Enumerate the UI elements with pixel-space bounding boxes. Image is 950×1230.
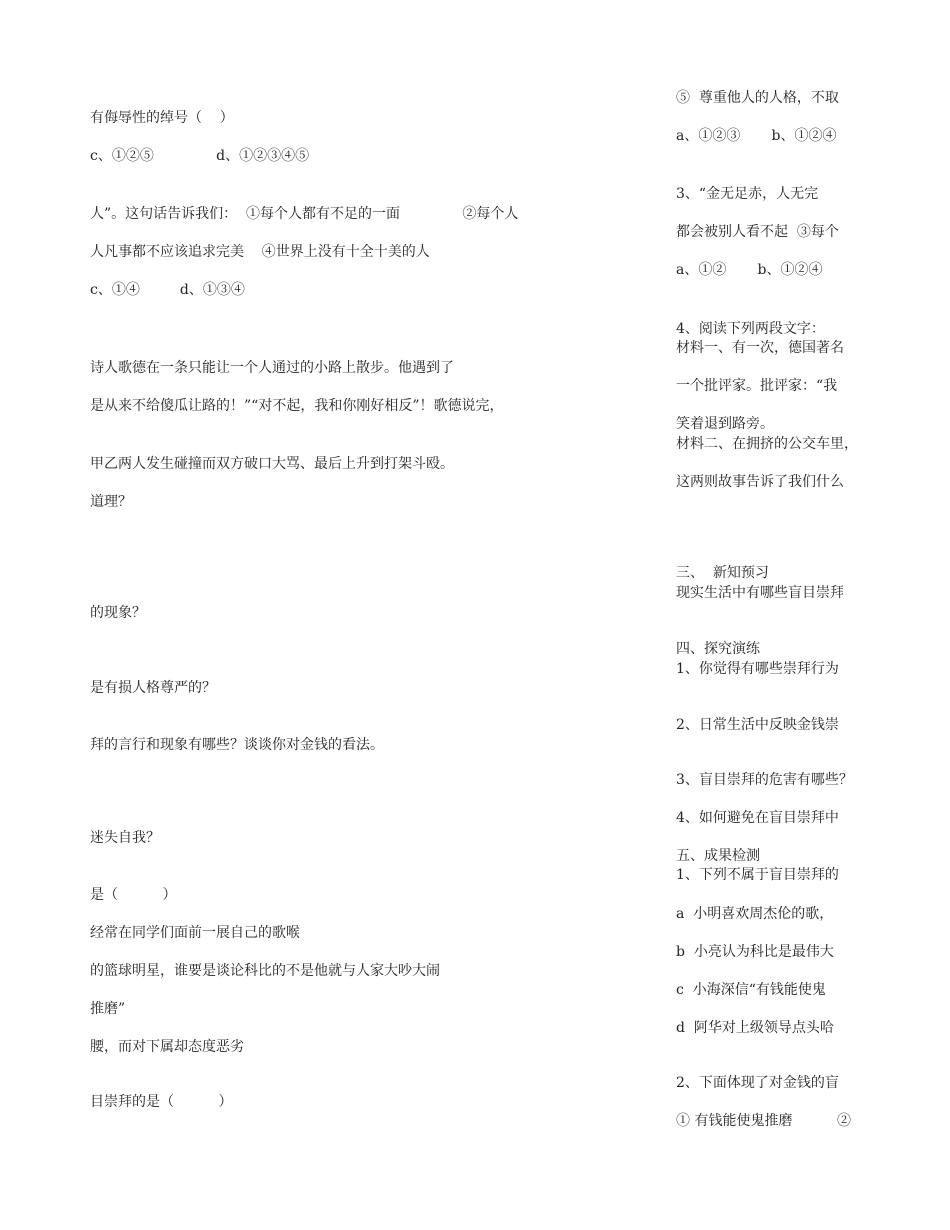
- text-line: 材料二、在拥挤的公交车里，: [676, 436, 858, 452]
- text-line: 3、“金无足赤，人无完: [676, 186, 819, 202]
- text-line: 4、阅读下列两段文字：: [676, 321, 825, 337]
- text-line: c、①②⑤ d、①②③④⑤: [90, 148, 310, 164]
- text-line: ① 有钱能使鬼推磨 ②: [676, 1113, 851, 1129]
- text-line: 是从来不给傻瓜让路的！”“对不起，我和你刚好相反”！歌德说完，: [90, 398, 504, 414]
- section-heading: 四、探究演练: [676, 641, 760, 657]
- text-line: 1、下列不属于盲目崇拜的: [676, 867, 839, 883]
- text-line: 人凡事都不应该追求完美 ④世界上没有十全十美的人: [90, 244, 430, 260]
- text-line: 1、你觉得有哪些崇拜行为: [676, 661, 839, 677]
- text-line: 腰，而对下属却态度恶劣: [90, 1039, 244, 1055]
- text-line: 4、如何避免在盲目崇拜中: [676, 810, 839, 826]
- text-line: 这两则故事告诉了我们什么: [676, 474, 844, 490]
- text-line: 道理？: [90, 494, 132, 510]
- text-line: 经常在同学们面前一展自己的歌喉: [90, 925, 300, 941]
- text-line: 是（ ）: [90, 887, 177, 903]
- text-line: 材料一、有一次，德国著名: [676, 340, 844, 356]
- text-line: a 小明喜欢周杰伦的歌，: [676, 906, 834, 922]
- text-line: c、①④ d、①③④: [90, 282, 245, 298]
- text-line: 都会被别人看不起 ③每个: [676, 224, 839, 240]
- text-line: 拜的言行和现象有哪些？谈谈你对金钱的看法。: [90, 737, 384, 753]
- text-line: 笑着退到路旁。: [676, 416, 774, 432]
- text-line: a、①② b、①②④: [676, 262, 823, 278]
- text-line: 推磨”: [90, 1001, 126, 1017]
- text-line: d 阿华对上级领导点头哈: [676, 1020, 834, 1036]
- text-line: b 小亮认为科比是最伟大: [676, 944, 834, 960]
- text-line: ⑤ 尊重他人的人格，不取: [676, 90, 839, 106]
- text-line: 2、下面体现了对金钱的盲: [676, 1075, 839, 1091]
- text-line: 甲乙两人发生碰撞而双方破口大骂、最后上升到打架斗殴。: [90, 456, 454, 472]
- text-line: 的现象？: [90, 605, 146, 621]
- section-heading: 五、成果检测: [676, 848, 760, 864]
- text-line: 目崇拜的是（ ）: [90, 1094, 233, 1110]
- text-line: 是有损人格尊严的？: [90, 680, 216, 696]
- text-line: 3、盲目崇拜的危害有哪些？: [676, 772, 853, 788]
- text-line: c 小海深信“有钱能使鬼: [676, 982, 826, 998]
- text-line: 2、日常生活中反映金钱崇: [676, 717, 839, 733]
- text-line: 迷失自我？: [90, 830, 160, 846]
- text-line: 有侮辱性的绰号（ ）: [90, 110, 234, 126]
- text-line: 的篮球明星，谁要是谈论科比的不是他就与人家大吵大闹: [90, 963, 440, 979]
- section-heading: 三、 新知预习: [676, 565, 769, 581]
- text-line: 现实生活中有哪些盲目崇拜: [676, 585, 844, 601]
- text-line: a、①②③ b、①②④: [676, 128, 837, 144]
- text-line: 人”。这句话告诉我们： ①每个人都有不足的一面 ②每个人: [90, 206, 519, 222]
- text-line: 一个批评家。批评家：“我: [676, 378, 838, 394]
- text-line: 诗人歌德在一条只能让一个人通过的小路上散步。他遇到了: [90, 360, 454, 376]
